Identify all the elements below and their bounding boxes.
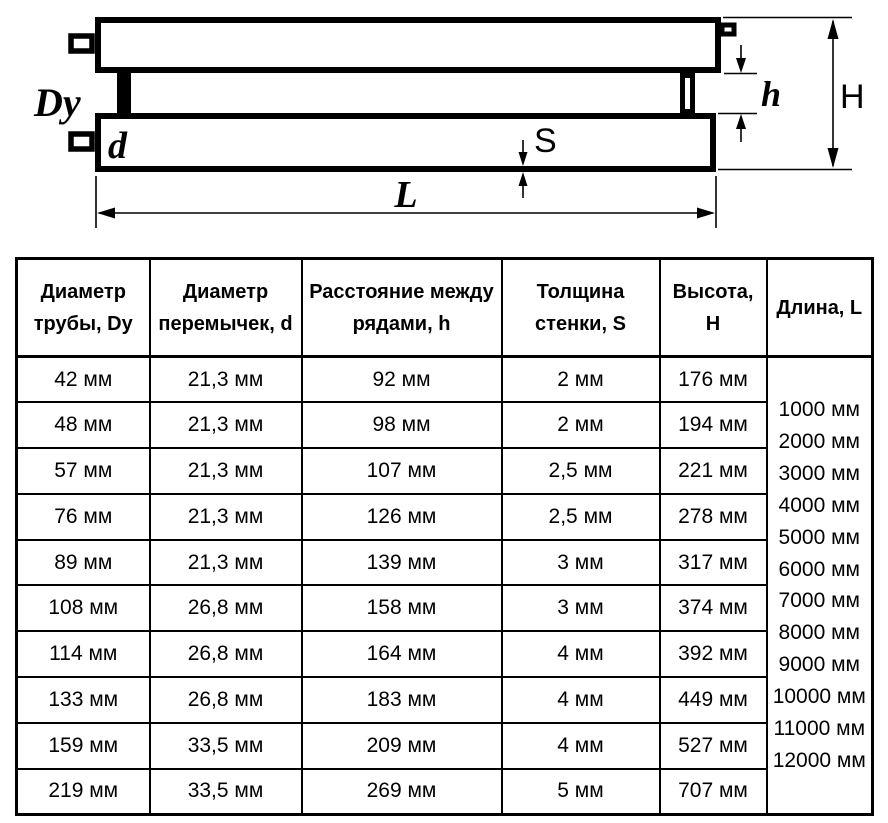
length-value: 5000 мм <box>778 525 860 549</box>
label-pipe-diameter: Dy <box>34 80 81 125</box>
table-cell: 92 мм <box>302 357 502 403</box>
table-cell: 139 мм <box>302 540 502 586</box>
table-cell: 158 мм <box>302 585 502 631</box>
length-value: 2000 мм <box>778 429 860 453</box>
table-cell: 221 мм <box>660 448 767 494</box>
table-cell: 317 мм <box>660 540 767 586</box>
spec-table-body <box>17 357 873 815</box>
col-header-pipe-diameter: Диаметр трубы, Dy <box>17 259 150 357</box>
length-value: 6000 мм <box>778 557 860 581</box>
col-header-jumper-diameter: Диаметр перемычек, d <box>150 259 302 357</box>
label-jumper-diameter: d <box>108 125 127 167</box>
table-cell: 2,5 мм <box>502 448 660 494</box>
table-cell: 5 мм <box>502 769 660 815</box>
table-cell: 108 мм <box>17 585 150 631</box>
table-cell: 4 мм <box>502 677 660 723</box>
table-row <box>17 402 873 448</box>
table-cell: 133 мм <box>17 677 150 723</box>
table-cell: 33,5 мм <box>150 723 302 769</box>
table-cell: 126 мм <box>302 494 502 540</box>
length-value: 7000 мм <box>778 589 860 613</box>
table-cell: 26,8 мм <box>150 677 302 723</box>
table-cell: 26,8 мм <box>150 585 302 631</box>
table-cell: 209 мм <box>302 723 502 769</box>
table-cell: 89 мм <box>17 540 150 586</box>
table-cell: 2 мм <box>502 402 660 448</box>
table-cell: 374 мм <box>660 585 767 631</box>
table-cell: 33,5 мм <box>150 769 302 815</box>
table-row <box>17 494 873 540</box>
length-value: 10000 мм <box>772 685 866 709</box>
bottom-left-stub <box>71 134 92 149</box>
table-cell: 107 мм <box>302 448 502 494</box>
label-height: H <box>840 78 865 116</box>
table-cell: 21,3 мм <box>150 494 302 540</box>
table-cell: 26,8 мм <box>150 631 302 677</box>
length-value: 9000 мм <box>778 653 860 677</box>
top-pipe <box>98 20 718 70</box>
table-cell: 4 мм <box>502 631 660 677</box>
table-cell: 48 мм <box>17 402 150 448</box>
table-cell: 2 мм <box>502 357 660 403</box>
table-cell: 159 мм <box>17 723 150 769</box>
col-header-length: Длина, L <box>767 259 873 357</box>
table-row <box>17 677 873 723</box>
table-cell: 707 мм <box>660 769 767 815</box>
table-cell: 98 мм <box>302 402 502 448</box>
table-cell: 527 мм <box>660 723 767 769</box>
table-cell: 176 мм <box>660 357 767 403</box>
table-cell: 3 мм <box>502 585 660 631</box>
table-cell: 269 мм <box>302 769 502 815</box>
col-header-row-gap: Расстояние между рядами, h <box>302 259 502 357</box>
table-row <box>17 540 873 586</box>
table-row <box>17 631 873 677</box>
table-cell: 164 мм <box>302 631 502 677</box>
left-jumper <box>117 70 131 116</box>
label-wall-thickness: S <box>534 122 557 160</box>
table-cell: 4 мм <box>502 723 660 769</box>
table-cell: 278 мм <box>660 494 767 540</box>
table-cell: 76 мм <box>17 494 150 540</box>
table-cell: 449 мм <box>660 677 767 723</box>
bottom-pipe <box>98 116 713 169</box>
table-cell: 21,3 мм <box>150 357 302 403</box>
table-cell: 114 мм <box>17 631 150 677</box>
table-cell: 194 мм <box>660 402 767 448</box>
table-row <box>17 769 873 815</box>
length-value: 12000 мм <box>772 749 866 773</box>
table-cell: 392 мм <box>660 631 767 677</box>
length-value: 11000 мм <box>773 717 866 741</box>
table-cell: 183 мм <box>302 677 502 723</box>
table-cell: 3 мм <box>502 540 660 586</box>
table-row <box>17 585 873 631</box>
table-cell: 21,3 мм <box>150 540 302 586</box>
header-row <box>17 259 873 357</box>
label-row-gap: h <box>761 74 782 114</box>
spec-table <box>15 257 874 816</box>
table-cell: 219 мм <box>17 769 150 815</box>
col-header-wall-thickness: Толщина стенки, S <box>502 259 660 357</box>
register-diagram <box>0 0 888 252</box>
table-cell: 57 мм <box>17 448 150 494</box>
table-row <box>17 357 873 403</box>
length-value: 4000 мм <box>778 493 860 517</box>
top-left-stub <box>71 36 92 51</box>
table-cell: 2,5 мм <box>502 494 660 540</box>
table-cell: 21,3 мм <box>150 448 302 494</box>
right-jumper <box>683 76 693 112</box>
table-cell: 42 мм <box>17 357 150 403</box>
col-header-height: Высота, H <box>660 259 767 357</box>
length-value: 1000 мм <box>778 398 860 422</box>
table-row <box>17 448 873 494</box>
length-value: 8000 мм <box>778 621 860 645</box>
table-cell: 21,3 мм <box>150 402 302 448</box>
length-value: 3000 мм <box>778 461 860 485</box>
length-merged-cell <box>767 357 873 815</box>
top-right-stub <box>722 25 734 34</box>
table-row <box>17 723 873 769</box>
label-length: L <box>394 174 418 216</box>
